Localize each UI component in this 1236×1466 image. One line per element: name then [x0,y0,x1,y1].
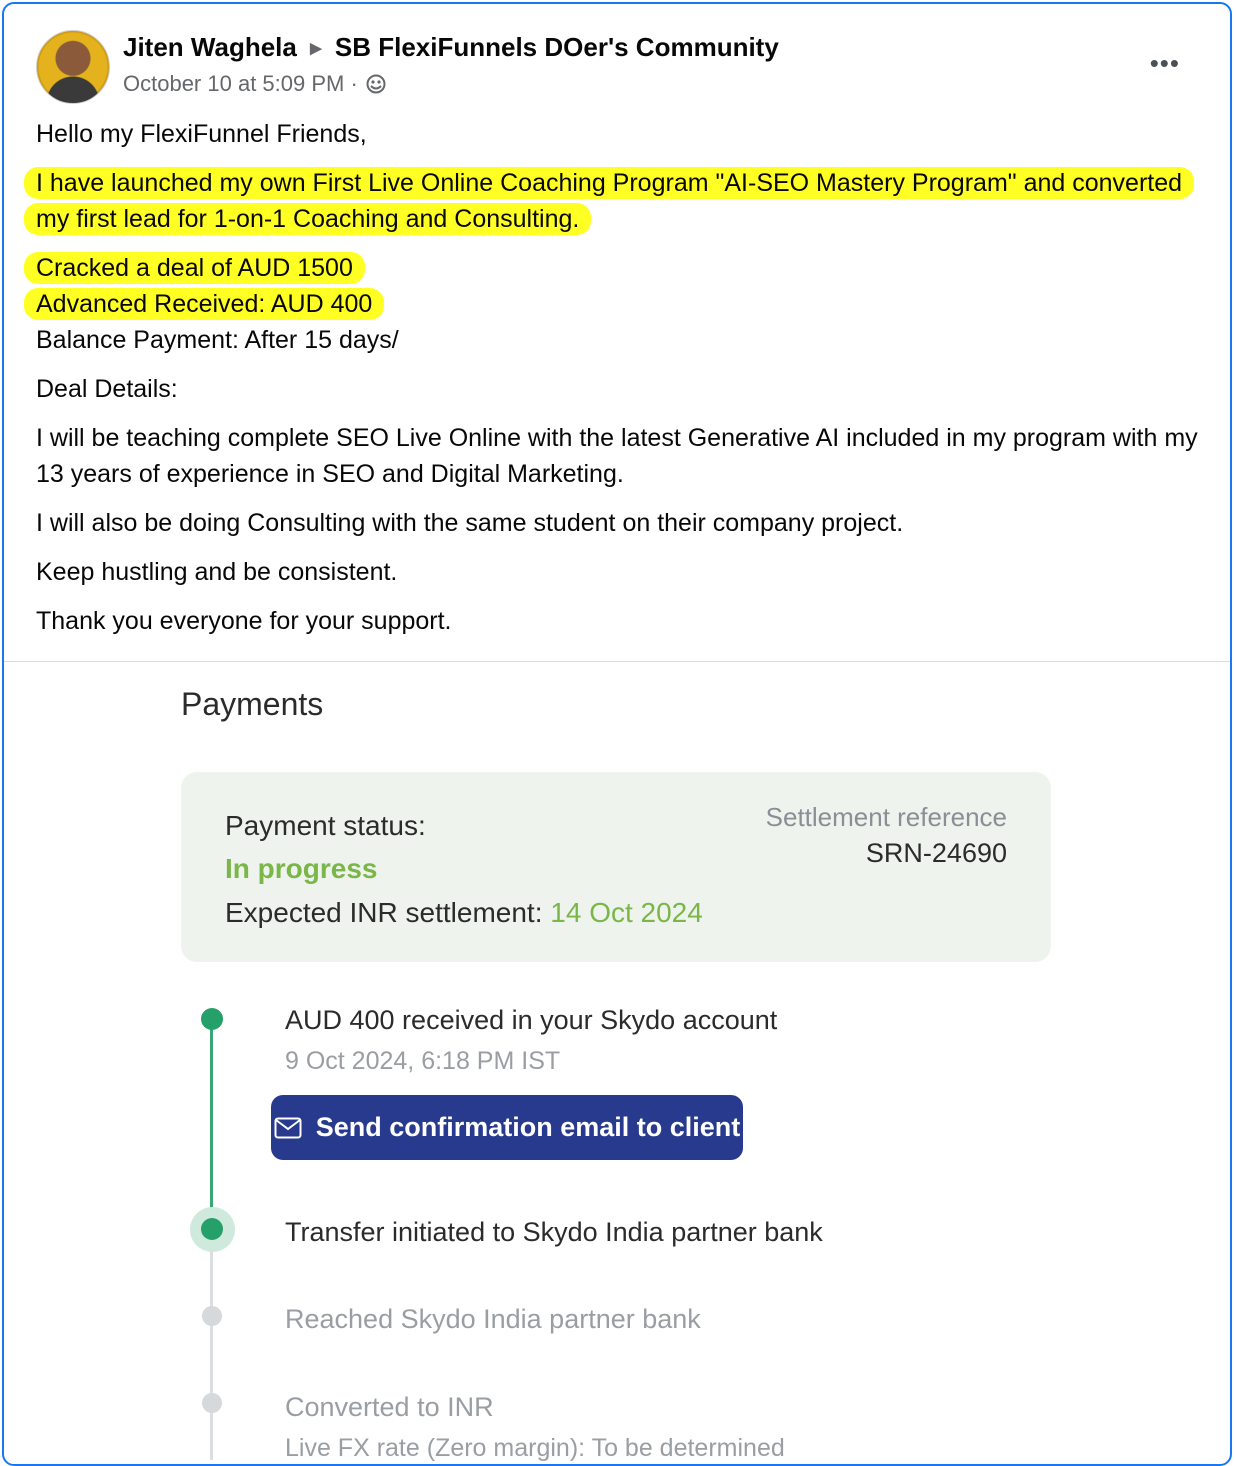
more-icon[interactable]: ••• [1149,48,1180,78]
settlement-reference-value: SRN-24690 [865,838,1007,868]
mail-icon [274,1117,302,1139]
timeline-step-converted: Converted to INR [285,1392,494,1422]
payments-title: Payments [181,686,324,722]
timeline-connector-pending [210,1230,213,1460]
post-paragraph: I will be teaching complete SEO Live Online with the latest Generative AI included in my program with my 13 years of experience in SEO and Digital Marketing. [36,424,1198,488]
highlight: Cracked a deal of AUD 1500 [24,252,365,284]
group-name[interactable]: SB FlexiFunnels DOer's Community [334,32,779,62]
payment-status-card [181,772,1051,962]
timeline-dot-complete [201,1008,223,1030]
settlement-reference-label: Settlement reference [765,802,1007,832]
post-paragraph: Thank you everyone for your support. [36,607,452,635]
globe-icon[interactable] [366,74,386,94]
post-paragraph-highlighted [36,165,1206,237]
expected-settlement [225,897,703,929]
send-confirmation-email-label: Send confirmation email to client [315,1112,741,1142]
divider [4,661,1230,662]
post-paragraph: Hello my FlexiFunnel Friends, [36,120,367,148]
author-avatar[interactable] [36,30,110,104]
payment-status-label: Payment status: [225,810,426,841]
post-timestamp[interactable]: October 10 at 5:09 PM [123,71,345,96]
timeline-step-reached-bank: Reached Skydo India partner bank [285,1304,701,1334]
payment-status-value: In progress [225,853,378,884]
post-paragraph-highlighted [36,250,1206,286]
post-paragraph: Keep hustling and be consistent. [36,558,398,586]
post-paragraph: Balance Payment: After 15 days/ [36,326,399,354]
caret-right-icon: ▶ [310,40,322,57]
timeline-step-fx-rate: Live FX rate (Zero margin): To be determined [285,1434,785,1462]
author-name[interactable]: Jiten Waghela [123,32,297,62]
post-meta [123,71,386,97]
highlight: Advanced Received: AUD 400 [24,288,384,320]
post-paragraph-highlighted [36,286,1206,322]
highlight: I have launched my own First Live Online Coaching Program "AI-SEO Mastery Program" and converted my first lead for 1-on-1 Coaching and Consulting. [24,167,1194,235]
post-body [36,116,1206,639]
timeline-dot-current [201,1218,223,1240]
timeline-step-received: AUD 400 received in your Skydo account [285,1005,778,1035]
timeline-step-transfer-initiated: Transfer initiated to Skydo India partner bank [285,1217,823,1247]
meta-separator: · [350,71,358,96]
timeline-dot-pending [202,1393,222,1413]
post-card [2,2,1232,1466]
post-header [123,32,779,63]
post-paragraph: Deal Details: [36,375,178,403]
send-confirmation-email-button[interactable] [271,1095,743,1160]
timeline-dot-pending [202,1306,222,1326]
timeline-step-received-date: 9 Oct 2024, 6:18 PM IST [285,1047,561,1075]
expected-settlement-label: Expected INR settlement: [225,897,543,928]
timeline-connector-complete [210,1020,213,1230]
post-paragraph: I will also be doing Consulting with the same student on their company project. [36,509,904,537]
expected-settlement-date: 14 Oct 2024 [550,897,703,928]
